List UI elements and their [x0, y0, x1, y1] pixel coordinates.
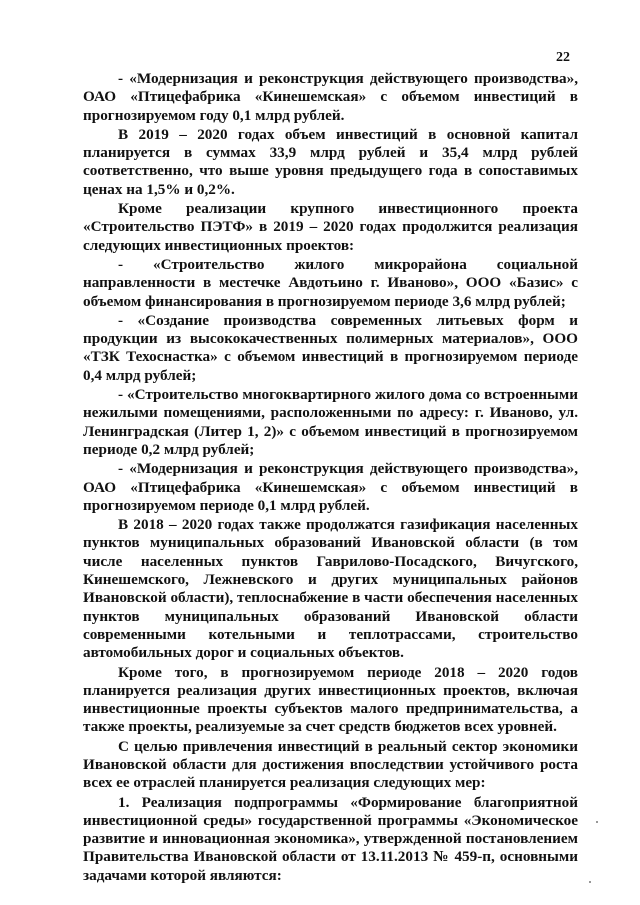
scan-speck [596, 821, 598, 823]
paragraph-measures-intro: С целью привлечения инвестиций в реальный сектор экономики Ивановской области для достижения впоследствии устойчивого роста всех ее отраслей планируется реализация следующих мер: [83, 737, 578, 792]
paragraph-project-tzk-tekhosnastka: - «Создание производства современных литьевых форм и продукции из высококачественных полимерных материалов», ООО «ТЗК Техоснастка» с объемом инвестиций в прогнозируемом периоде 0,4 млрд рублей; [83, 311, 578, 384]
paragraph-projects-intro: Кроме реализации крупного инвестиционного проекта «Строительство ПЭТФ» в 2019 – 2020 годах продолжится реализация следующих инвестиционных проектов: [83, 200, 578, 254]
document-body [83, 70, 578, 886]
paragraph-project-leningradskaya: - «Строительство многоквартирного жилого дома со встроенными нежилыми помещениями, расположенными по адресу: г. Иваново, ул. Ленинградская (Литер 1, 2)» с объемом инвестиций в прогнозируемом периоде 0,2 млрд рублей; [83, 386, 578, 458]
scan-speck [589, 881, 591, 883]
page-number: 22 [556, 50, 570, 65]
paragraph-project-avdotyino: - «Строительство жилого микрорайона социальной направленности в местечке Авдотьино г. Иваново», ООО «Базис» с объемом финансирования в прогнозируемом периоде 3,6 млрд рублей; [83, 255, 578, 310]
paragraph-other-projects: Кроме того, в прогнозируемом периоде 2018 – 2020 годов планируется реализация других инвестиционных проектов, включая инвестиционные проекты субъектов малого предпринимательства, а также проекты, реализуемые за счет средств бюджетов всех уровней. [83, 663, 578, 736]
paragraph-project-poultry-farm-period: - «Модернизация и реконструкция действующего производства», ОАО «Птицефабрика «Кинешемская» с объемом инвестиций в прогнозируемом периоде 0,1 млрд рублей. [83, 460, 578, 514]
paragraph-investment-2019-2020: В 2019 – 2020 годах объем инвестиций в основной капитал планируется в суммах 33,9 млрд рублей и 35,4 млрд рублей соответственно, что выше уровня предыдущего года в сопоставимых ценах на 1,5% и 0,2%. [83, 125, 578, 198]
paragraph-measure-1: 1. Реализация подпрограммы «Формирование благоприятной инвестиционной среды» государственной программы «Экономическое развитие и инновационная экономика», утвержденной постановлением Правительства Ивановской области от 13.11.2013 № 459-п, основными задачами которой являются: [83, 793, 578, 884]
paragraph-gasification: В 2018 – 2020 годах также продолжатся газификация населенных пунктов муниципальных образований Ивановской области (в том числе населенных пунктов Гаврилово-Посадского, Вичугского, Кинешемского, Лежневского и других муниципальных районов Ивановской области), теплоснабжение в части обеспечения населенных пунктов муниципальных образований Ивановской области современными котельными и теплотрассами, строительство автомобильных дорог и социальных объектов. [83, 516, 578, 662]
paragraph-modernization-poultry-farm-year: - «Модернизация и реконструкция действующего производства», ОАО «Птицефабрика «Кинешемская» с объемом инвестиций в прогнозируемом году 0,1 млрд рублей. [83, 70, 578, 124]
